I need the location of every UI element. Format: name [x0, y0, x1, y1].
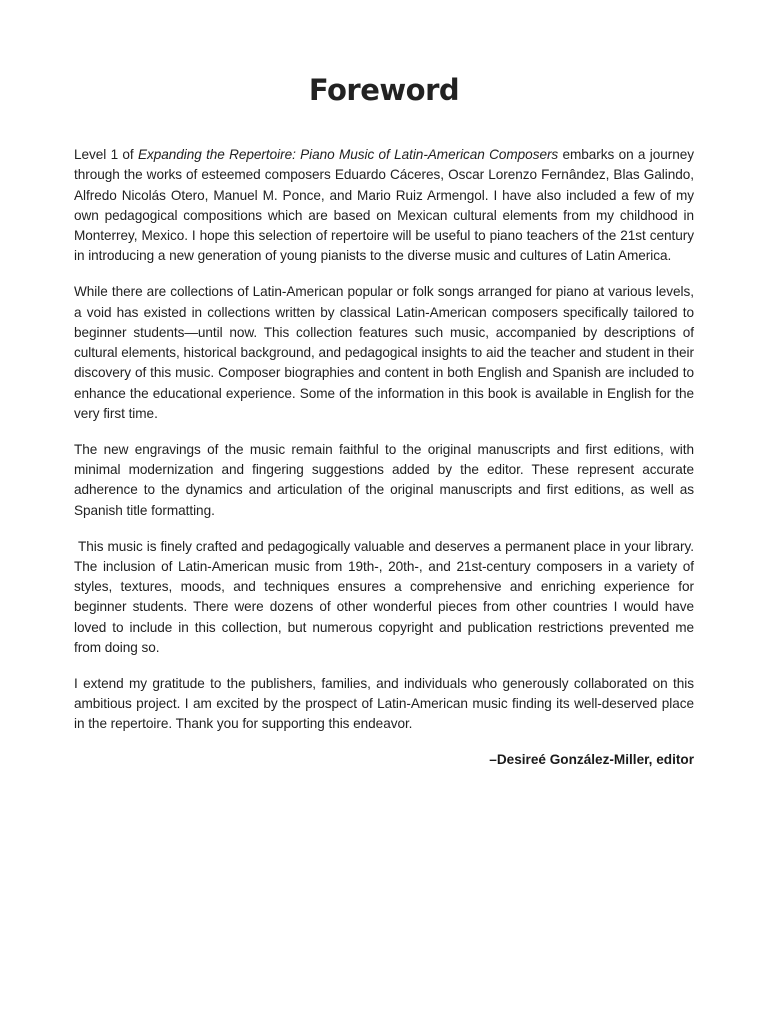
foreword-body: [74, 145, 698, 770]
paragraph-intro-lead: Level 1 of: [74, 147, 138, 162]
paragraph-intro-text: embarks on a journey through the works of esteemed composers Eduardo Cáceres, Oscar Lorenzo Fernândez, Blas Galindo, Alfredo Nicolás Otero, Manuel M. Ponce, and Mario Ruiz Armengol. I have also included a few of my own pedagogical compositions which are based on Mexican cultural elements from my childhood in Monterrey, Mexico. I hope this selection of repertoire will be useful to piano teachers of the 21st century in introducing a new generation of young pianists to the diverse music and cultures of Latin America.: [74, 147, 694, 264]
paragraph-collection-purpose: While there are collections of Latin-American popular or folk songs arranged for piano at various levels, a void has existed in collections written by classical Latin-American composers specifically tailored to beginner students—until now. This collection features such music, accompanied by descriptions of cultural elements, historical background, and pedagogical insights to aid the teacher and student in their discovery of this music. Composer biographies and content in both English and Spanish are included to enhance the educational experience. Some of the information in this book is available in English for the very first time.: [74, 284, 694, 422]
book-title-italic: Expanding the Repertoire: Piano Music of Latin-American Composers: [137, 147, 559, 162]
paragraph-engravings: The new engravings of the music remain faithful to the original manuscripts and first editions, with minimal modernization and fingering suggestions added by the editor. These represent accurate adherence to the dynamics and articulation of the original manuscripts and first editions, as well as Spanish title formatting.: [74, 441, 694, 518]
editor-signature: –Desireé González-Miller, editor: [489, 752, 694, 768]
paragraph-gratitude: I extend my gratitude to the publishers, families, and individuals who generously collaborated on this ambitious project. I am excited by the prospect of Latin-American music finding its well-deserved place in the repertoire. Thank you for supporting this endeavor.: [74, 675, 694, 732]
paragraph-value: This music is finely crafted and pedagogically valuable and deserves a permanent place in your library. The inclusion of Latin-American music from 19th-, 20th-, and 21st-century composers in a variety of styles, textures, moods, and techniques ensures a comprehensive and enriching experience for beginner students. There were dozens of other wonderful pieces from other countries I would have loved to include in this collection, but numerous copyright and publication restrictions prevented me from doing so.: [74, 538, 698, 656]
paragraph-intro: [74, 145, 694, 267]
page-title: Foreword: [308, 73, 460, 107]
